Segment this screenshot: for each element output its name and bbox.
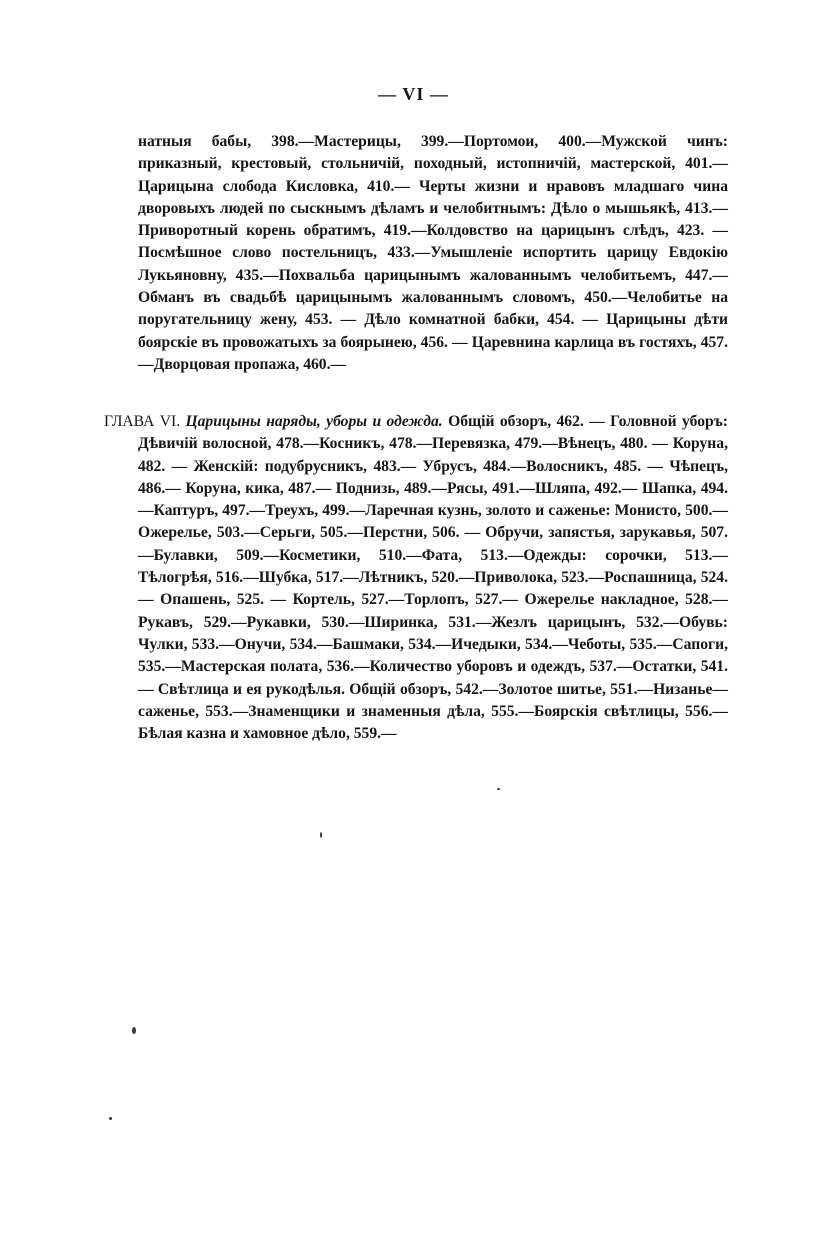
scan-speck — [109, 1117, 112, 1120]
chapter-label: ГЛАВА VI. — [104, 413, 181, 430]
page-number-header: — VI — — [378, 84, 449, 104]
scan-speck — [320, 832, 322, 838]
scan-speck — [497, 788, 500, 790]
chapter-six-contents-paragraph — [104, 411, 728, 745]
scan-speck — [132, 1027, 136, 1034]
chapter-contents-text: Общiй обзоръ, 462. — Головной уборъ: Дѣвичiй волосной, 478.—Косникъ, 478.—Перевязка, 479.—Вѣнецъ, 480. — Коруна, 482. — Женскiй: подубрусникъ, 483.— Убрусъ, 484.—Волосникъ, 485. — Чѣпецъ, 486.— Коруна, кика, 487.— Поднизь, 489.—Рясы, 491.—Шляпа, 492.— Шапка, 494.—Каптуръ, 497.—Треухъ, 499.—Ларечная кузнь, золото и саженье: Монисто, 500.—Ожерелье, 503.—Серьги, 505.—Перстни, 506. — Обручи, запястья, зарукавья, 507.—Булавки, 509.—Косметики, 510.—Фата, 513.—Одежды: сорочки, 513.—Тѣлогрѣя, 516.—Шубка, 517.—Лѣтникъ, 520.—Приволока, 523.—Роспашница, 524.— Опашень, 525. — Кортель, 527.—Торлопъ, 527.— Ожерелье накладное, 528.—Рукавъ, 529.—Рукавки, 530.—Ширинка, 531.—Жезлъ царицынъ, 532.—Обувь: Чулки, 533.—Онучи, 534.—Башмаки, 534.—Ичедыки, 534.—Чеботы, 535.—Сапоги, 535.—Мастерская полата, 536.—Количество уборовъ и одеждъ, 537.—Остатки, 541. — Свѣтлица и ея рукодѣлья. Общiй обзоръ, 542.—Золотое шитье, 551.—Низанье—саженье, 553.—Знаменщики и знаменныя дѣла, 555.—Боярскiя свѣтлицы, 556.—Бѣлая казна и хамовное дѣло, 559.— — [138, 413, 728, 743]
chapter-title: Царицыны наряды, уборы и одежда. — [185, 413, 443, 430]
contents-continuation-paragraph: натныя бабы, 398.—Мастерицы, 399.—Портомои, 400.—Мужской чинъ: приказный, крестовый, стольничiй, походный, истопничiй, мастерской, 401.— Царицына слобода Кисловка, 410.— Черты жизни и нравовъ младшаго чина дворовыхъ людей по сыскнымъ дѣламъ и челобитнымъ: Дѣло о мышьякѣ, 413.—Приворотный корень обратимъ, 419.—Колдовство на царицынъ слѣдъ, 423. — Посмѣшное слово постельницъ, 433.—Умышленiе испортить царицу Евдокiю Лукьяновну, 435.—Похвальба царицынымъ жалованнымъ челобитьемъ, 447.—Обманъ въ свадьбѣ царицынымъ жалованнымъ словомъ, 450.—Челобитье на поругательницу жену, 453. — Дѣло комнатной бабки, 454. — Царицыны дѣти боярскiе въ провожатыхъ за боярынею, 456. — Царевнина карлица въ гостяхъ, 457.—Дворцовая пропажа, 460.— — [138, 133, 728, 373]
